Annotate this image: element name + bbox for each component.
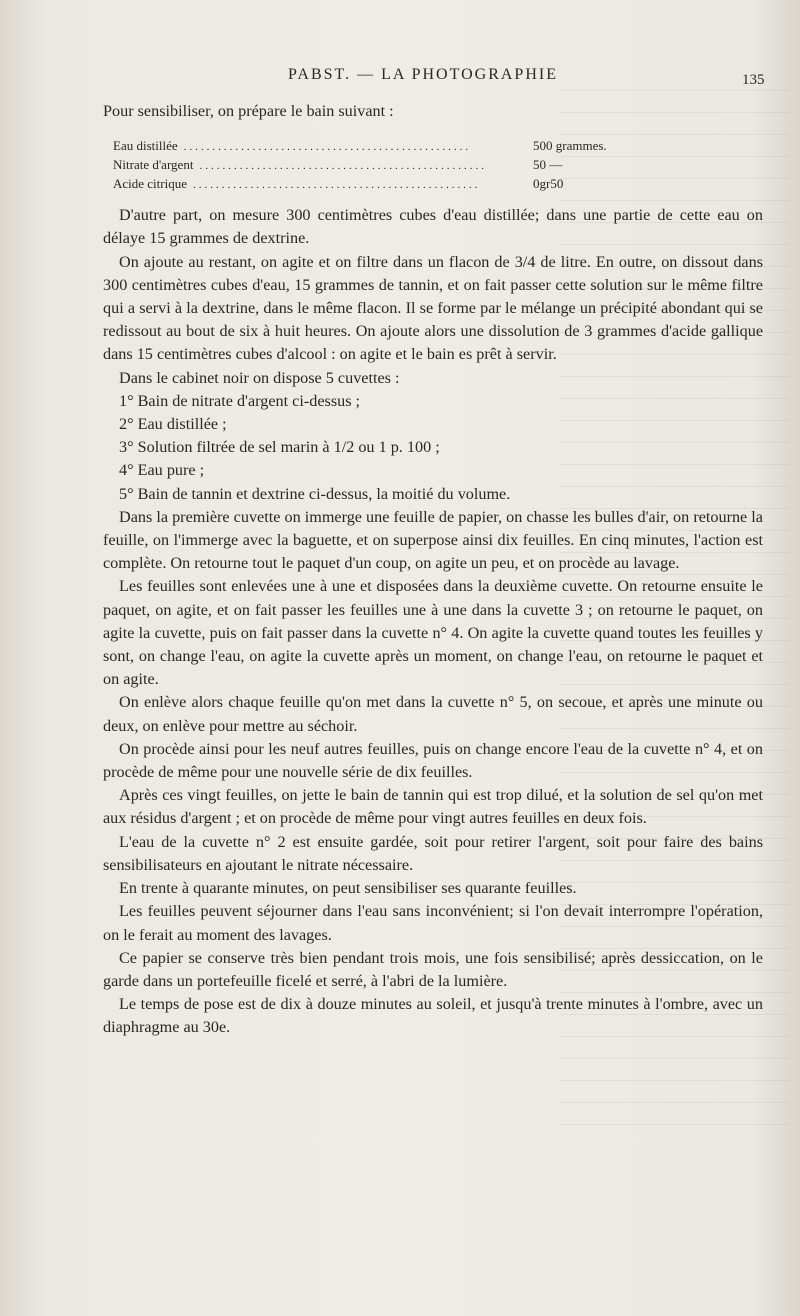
- paragraph: Les feuilles sont enlevées une à une et disposées dans la deuxième cuvette. On retourne ensuite le paquet, on agite, et on fait passer les feuilles une à une dans la cuvette 3 ; on retourne le paquet, on agite la cuvette, puis on fait passer dans la cuvette n° 4. On agite la cuvette quand toutes les feuilles y sont, on change l'eau, on agite la cuvette après un moment, on change l'eau, on retourne le paquet et on agite.: [103, 577, 763, 689]
- ingredient-amount: 500 grammes.: [533, 138, 607, 154]
- recipe-row: [113, 137, 633, 156]
- page-number: 135: [742, 72, 765, 88]
- body-text: [103, 100, 763, 1040]
- paragraph: Ce papier se conserve très bien pendant trois mois, une fois sensibilisé; après dessiccation, on le garde dans un portefeuille ficelé et serré, à l'abri de la lumière.: [103, 948, 763, 990]
- paragraph: Le temps de pose est de dix à douze minutes au soleil, et jusqu'à trente minutes à l'ombre, avec un diaphragme au 30e.: [103, 995, 763, 1037]
- list-item: 3° Solution filtrée de sel marin à 1/2 ou 1 p. 100 ;: [119, 438, 440, 457]
- list-item: 5° Bain de tannin et dextrine ci-dessus, la moitié du volume.: [119, 484, 511, 503]
- list-item: 4° Eau pure ;: [119, 461, 205, 480]
- ingredient-name: Eau distillée: [113, 138, 178, 154]
- paragraph: On enlève alors chaque feuille qu'on met dans la cuvette n° 5, on secoue, et après une minute ou deux, on enlève pour mettre au séchoir.: [103, 693, 763, 735]
- ingredient-amount: 50 —: [533, 157, 563, 173]
- paragraph: Dans le cabinet noir on dispose 5 cuvettes :: [119, 368, 400, 387]
- paragraph: Les feuilles peuvent séjourner dans l'eau sans inconvénient; si l'on devait interrompre l'opération, on le ferait au moment des lavages.: [103, 902, 763, 944]
- leader-dots: ..................................................: [193, 179, 481, 192]
- page-header: [0, 66, 800, 90]
- cuvette-list: [103, 390, 763, 506]
- list-item: 1° Bain de nitrate d'argent ci-dessus ;: [119, 391, 361, 410]
- recipe-row: [113, 175, 633, 194]
- recipe-row: [113, 156, 633, 175]
- paragraph: En trente à quarante minutes, on peut sensibiliser ses quarante feuilles.: [119, 879, 577, 898]
- paragraph: On ajoute au restant, on agite et on filtre dans un flacon de 3/4 de litre. En outre, on dissout dans 300 centimètres cubes d'eau, 15 grammes de tannin, et on fait passer cette solution sur le même filtre qui a servi à la dextrine, dans le même flacon. Il se forme par le mélange un précipité abondant qui se redissout au bout de six à huit heures. On ajoute alors une dissolution de 3 grammes d'acide gallique dans 15 centimètres cubes d'alcool : on agite et le bain es prêt à servir.: [103, 252, 763, 364]
- intro-paragraph: Pour sensibiliser, on prépare le bain suivant :: [103, 102, 394, 120]
- leader-dots: ..................................................: [199, 160, 487, 173]
- paragraph: D'autre part, on mesure 300 centimètres cubes d'eau distillée; dans une partie de cette eau on délaye 15 grammes de dextrine.: [103, 206, 763, 248]
- paragraph: On procède ainsi pour les neuf autres feuilles, puis on change encore l'eau de la cuvette n° 4, et on procède de même pour une nouvelle série de dix feuilles.: [103, 739, 763, 782]
- running-title: PABST. — LA PHOTOGRAPHIE: [288, 66, 558, 83]
- paragraph: Après ces vingt feuilles, on jette le bain de tannin qui est trop dilué, et la solution de sel qu'on met aux résidus d'argent ; et on procède de même pour vingt autres feuilles en deux fois.: [103, 786, 763, 828]
- ingredient-name: Acide citrique: [113, 176, 187, 192]
- paragraph: L'eau de la cuvette n° 2 est ensuite gardée, soit pour retirer l'argent, soit pour faire des bains sensibilisateurs en ajoutant le nitrate nécessaire.: [103, 832, 763, 874]
- ingredient-name: Nitrate d'argent: [113, 157, 194, 173]
- list-item: 2° Eau distillée ;: [119, 415, 227, 434]
- ingredient-amount: 0gr50: [533, 176, 564, 192]
- leader-dots: ..................................................: [183, 141, 472, 154]
- paragraph: Dans la première cuvette on immerge une feuille de papier, on chasse les bulles d'air, on retourne la feuille, on l'immerge avec la baguette, et on superpose ainsi dix feuilles. En cinq minutes, l'action est complète. On retourne tout le paquet d'un coup, on agite un peu, et on procède au lavage.: [103, 507, 763, 573]
- recipe-table: [113, 137, 633, 194]
